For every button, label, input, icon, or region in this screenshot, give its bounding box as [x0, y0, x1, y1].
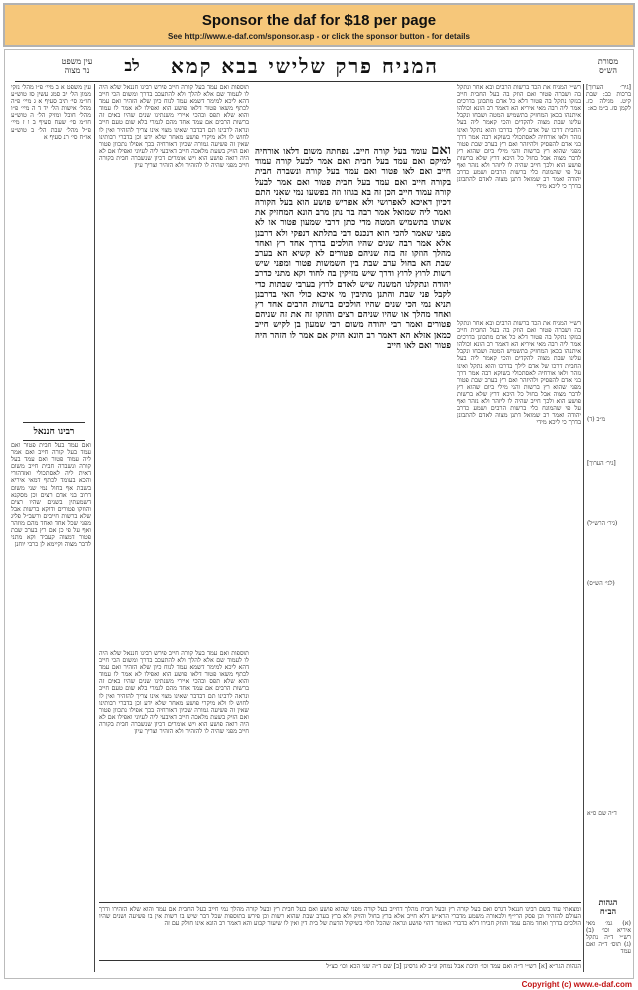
header-rule	[15, 81, 581, 82]
tosafot-column	[99, 84, 249, 644]
hagahot-label-1: הגהות	[598, 897, 618, 907]
gemara-main-text	[255, 146, 451, 898]
hagahot-column	[586, 920, 631, 970]
rabbeinu-chananel-text: ואם עמד בעל חבית פטור ואם עמד בעל קורה חייב ואם אמר ליה עמוד פטור ואם עמד בעל קורה ונשברה חבית חייב משום דאית ליה לאסתכולי ואזדהורי והכא בעומד לכתף דמאי איריא בשבת אף בחול נמי שני משום דרוב בני אדם רצים וכן מסקנא דשמעתין בשנים שהיו רצים והוזקו פטורים ודוקא ברשות אבל שלא ברשות חייבים ורשב״ל פליג מפני שכל אחד ואחד מהם מוזהר ואף על פי כן אם רץ בערב שבת פטור דמצוה קעביד וקא מתני לדבר מצוה וקיימא לן כרבי יוחנן	[11, 442, 91, 549]
ein-mishpat-text: עין משפט א ב מיי׳ פ״ו מהל׳ נזקי ממון הל׳ יב סמג עשין סז טוש״ע חו״מ סי׳ תיב סעיף א ג מיי׳ פ״ה מהל׳ אישות הל׳ יד ד ה מיי׳ פ״ו מהל׳ חובל ומזיק הל׳ ה טוש״ע חו״מ סי׳ שעח סעיף ב ו ז מיי׳ פ״ל מהל׳ שבת הל׳ ב טוש״ע או״ח סי׳ רנ סעיף א	[11, 84, 91, 141]
sponsor-subtitle: See http://www.e-daf.com/sponsor.asp - or click the sponsor button - for details	[168, 32, 470, 41]
hagahot-heading	[585, 898, 631, 916]
tosafot-continuation: תוספות ואם עמד בעל קורה חייב פירש רבינו חננאל שלא היה לו לעמוד שם אלא להלך ולא להתעכב בדרך ומשום הכי חייב דהא ליכא למימר דשמא עמד לנוח כיון שלא הזהיר ואם עמד לכתף משאו פטור דלאו פושע הוא ואפילו לא אמר לו עמוד והוא שלא תפס ובהכי איירי משנתינו שנים שהיו באים זה ברשות הרבים אם עמד אחד מהם לגמרי בלא שום טעם חייב ונראה לרבינו תם דבדבר שאינו מצוי אינו צריך להזהיר ואין לו לחוש לו ולא מיקרי פושע מאחר שלא ידע וכן בדברי רבותינו שאין זה פשיעה גמורה שכיון דאורחיה בכך אפילו נתכוון פטור ואם הזיק בשעת מלאכה חייב דאיבעי ליה לעיוני ואפילו אם לא היה רואה פושע הוא ויש אומרים דכיון שנשברה חבית בקורה חייב מפני שהיה לו להזהיר ולא הזהיר וצריך עיון	[99, 650, 249, 736]
bottom-commentary-text: ומצאתי עוד בשם רבינו חננאל דגרס ואם בעל קורה רץ ובעל חבית מהלך דחייב בעל קורה מפני שהוא פושע ואם בעל חבית רץ ובעל קורה מהלך נמי חייב בעל החבית אם עמד והוא שלא הזהירו ודרך העולם להזהיר וכן פסק הרי״ף ולכאורה משמע מדברי הרא״ש דלא חייב אלא ברץ בחול והזיק ולא ברץ בערב שבת שהוא רשות וכן פירש בתוספות שכל דבר שיש בו רשות אין בו פשיעה ושנים שהיו הולכים בדרך ואחד מהם עמד והוזק חבירו דלא כדברי האומר דהוי פושע ונראה שהכל תלוי בשיקול הדעת של בית דין ואין לו שיעור קבוע והא דאמר רב הונא אינו חולק עם זה	[99, 906, 581, 928]
bottom-commentary	[99, 906, 581, 958]
margin-note-2: [גיר׳ הערוך]	[587, 460, 616, 467]
rabbeinu-chananel-column	[11, 442, 91, 972]
hagahot-text: (א) גמ׳ מאי איריא וכו׳ (ב) רש״י ד״ה נתקל (ג) תוס׳ ד״ה ואם עמד	[586, 920, 631, 956]
header-right-bottom: הש״ס	[599, 66, 617, 75]
commentary-rule	[99, 902, 581, 903]
rashi-lower-column	[457, 320, 581, 898]
footer-rule	[99, 960, 581, 961]
header-daf-number: לב	[124, 56, 140, 75]
tosafot-lower-column	[99, 650, 249, 898]
rashi-text: רש״י המניח את הכד ברשות הרבים ובא אחר ונתקל בה ושברה פטור ואם הוזק בה בעל החבית חייב בנזקו נתקל בה פטור דלא כל אדם מתבונן בדרכים אמר ליה רבה מאי איריא הא דאמר רב הונא וכולהו איתנהו בכאן המחזיק בתשמיש המטה ושבחו ונקבל עלינו שבת מצוה להקדים והכי קאמר ליה בעל החבית דרכו של אדם לילך בדרכו והוא נתקל ואינו נזהר ולאו אורחיה לאסתכולי בשוקא רבה אמר דרך בני אדם להפסיק ולהיזהר ואם רץ בערב שבת פטור מפני שהוא רץ ברשות והני מילי ביום שהוא רץ לדבר מצוה אבל בחול כל היכא דרץ שלא ברשות פושע הוא ולכך חייב שהיה לו ליזהר ולא נזהר ואף על פי שהמונח כלי ברשות הרבים ושמע כדרב יהודה ואמר רב שמואל דתנן מצוה לאדם להתבונן בדרך כי ליכא מידי	[457, 84, 581, 191]
margin-note-3: (גיר׳ הרש״ל)	[587, 520, 618, 527]
hagahot-label-2: הב״ח	[599, 906, 617, 916]
sponsor-banner[interactable]	[3, 3, 635, 47]
margin-note-4: (לגי׳ הש״ס)	[587, 580, 615, 587]
rashi-column	[457, 84, 581, 314]
gemara-body: עומד בעל קורה חייב. נפחתה משום דלאו אורחיה למיקם ואם עמד בעל חבית ואם אמר לבעל קורה עמוד חייב ואם לאו פטור ואם עמד בעל קורה ונשברה חבית בקורה חייב ואם עמד בעל חבית פטור ואם אמר לבעל קורה עמוד חייב הכן זה בא בגוזו וזה בפשעו נמי שאני התם דכיון דאיכא לאפרושי ולא אפריש פושע הוא בעל הקורה ואמר ליה שמואל אמר רבה בר נתן מרב הונא המחזיק את אשתו בתשמיש המטה מדי כתן דרבי שמעון פטור או לא מפני שאמר להכי הוא דנכנס דבי בתלתא דנפקי ולא דרבנן אלא אמר רבה שנים שהיו הולכים בדרך אחד רץ ואחד מהלך הוזקו זה בזה שניהם פטורים לא קשיא הא בערב שבת הא בחול ערב שבת בין השמשות פטור ומפני שיש רשות לרוץ לרוץ ודרך שיש מזיקין בה לחוד וקא מתני כדרב יהודה ונתקלנו המשנה שיש לאדם לרוץ בערבי שבתות כדי לקבל פני שבת והתנן מתיבין מי איכא כולי האי בדרבנן תניא נמי הכי שנים שהיו הולכים ברשות הרבים אחד רץ ואחד מהלך או שהיו שניהם רצים והוזקו זה את זה שניהם פטורים ואמר רבי יהודה משום רבי שמעון בן לקיש חייב כמאן אזלא הא דאמר רב הונא הזיק אם אמר לו הזהר היה פטור ואם לאו חייב	[255, 147, 451, 351]
page-title: המניח פרק שלישי בבא קמא	[171, 53, 439, 78]
header-right-top: מסורת	[597, 57, 619, 66]
header-ein-mishpat	[27, 52, 127, 80]
copyright-link[interactable]: Copyright (c) www.e-daf.com	[521, 980, 632, 989]
tosafot-text: תוספות ואם עמד בעל קורה חייב פירש רבינו חננאל שלא היה לו לעמוד שם אלא להלך ולא להתעכב בדרך ומשום הכי חייב דהא ליכא למימר דשמא עמד לנוח כיון שלא הזהיר ואם עמד לכתף משאו פטור דלאו פושע הוא ואפילו לא אמר לו עמוד והוא שלא תפס ובהכי איירי משנתינו שנים שהיו באים זה ברשות הרבים אם עמד אחד מהם לגמרי בלא שום טעם חייב ונראה לרבינו תם דבדבר שאינו מצוי אינו צריך להזהיר ואין לו לחוש לו ולא מיקרי פושע מאחר שלא ידע וכן בדברי רבותינו שאין זה פשיעה גמורה שכיון דאורחיה בכך אפילו נתכוון פטור ואם הזיק בשעת מלאכה חייב דאיבעי ליה לעיוני ואפילו אם לא היה רואה פושע הוא ויש אומרים דכיון שנשברה חבית בקורה חייב מפני שהיה לו להזהיר ולא הזהיר וצריך עיון	[99, 84, 249, 170]
ein-mishpat-column	[11, 84, 91, 414]
column-divider-right	[583, 84, 584, 972]
footer-notes-text: הגהות הגר״א [א] רש״י ד״ה ואם עמד וכו׳ תיבת אבל נמחק ונ״ב לא גרסינן [ב] שם ד״ה שני הכא וכו׳ כצ״ל	[326, 963, 581, 970]
masoret-hashas-column	[586, 84, 631, 884]
header-left-bottom: נר מצוה	[64, 66, 90, 75]
rabbeinu-chananel-heading: רבינו חננאל	[17, 422, 91, 441]
column-divider-left	[94, 84, 95, 972]
header-left-top: עין משפט	[61, 57, 93, 66]
sponsor-title[interactable]: Sponsor the daf for $18 per page	[201, 12, 437, 29]
margin-note-5: ד״ה שם ס״א	[587, 810, 617, 817]
masoret-hashas-text: [גיר׳ הערוך] ברכות כב: שבת קיט. מגילה כז. לקמן סז. ב״מ כא:	[586, 84, 631, 113]
footer-notes	[99, 963, 581, 977]
gemara-lead-word: ואם	[431, 146, 451, 158]
talmud-page	[4, 49, 634, 979]
margin-note-1: מ״ב (ד)	[587, 416, 606, 423]
rashi-continuation: רש״י המניח את הכד ברשות הרבים ובא אחר ונתקל בה ושברה פטור ואם הוזק בה בעל החבית חייב בנזקו נתקל בה פטור דלא כל אדם מתבונן בדרכים אמר ליה רבה מאי איריא הא דאמר רב הונא וכולהו איתנהו בכאן המחזיק בתשמיש המטה ושבחו ונקבל עלינו שבת מצוה להקדים והכי קאמר ליה בעל החבית דרכו של אדם לילך בדרכו והוא נתקל ואינו נזהר ולאו אורחיה לאסתכולי בשוקא רבה אמר דרך בני אדם להפסיק ולהיזהר ואם רץ בערב שבת פטור מפני שהוא רץ ברשות והני מילי ביום שהוא רץ לדבר מצוה אבל בחול כל היכא דרץ שלא ברשות פושע הוא ולכך חייב שהיה לו ליזהר ולא נזהר ואף על פי שהמונח כלי ברשות הרבים ושמע כדרב יהודה ואמר רב שמואל דתנן מצוה לאדם להתבונן בדרך כי ליכא מידי	[457, 320, 581, 427]
header-masoret	[585, 52, 631, 80]
